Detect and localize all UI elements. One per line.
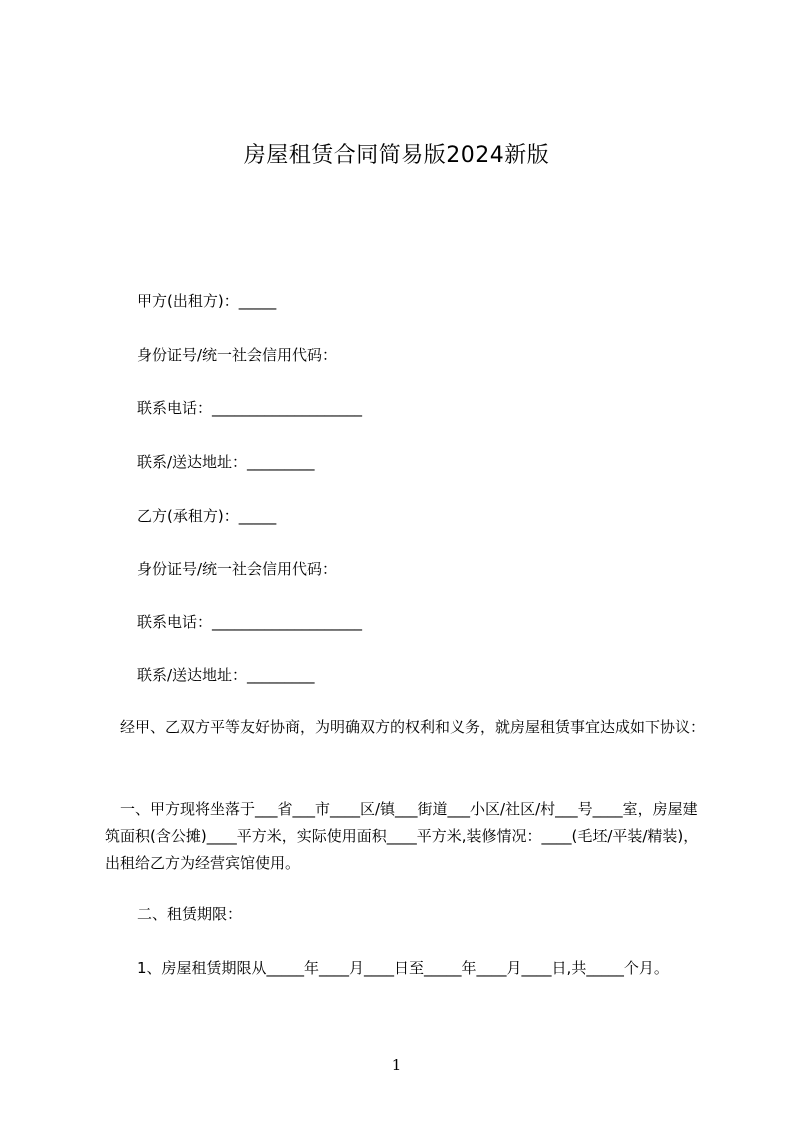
party-a-address-line: 联系/送达地址：_________	[137, 453, 315, 471]
party-a-id-line: 身份证号/统一社会信用代码：	[137, 346, 338, 364]
intro-paragraph: 经甲、乙双方平等友好协商，为明确双方的权利和义务，就房屋租赁事宜达成如下协议：	[105, 718, 706, 736]
party-a-phone-line: 联系电话：____________________	[137, 399, 363, 417]
party-b-phone-line: 联系电话：____________________	[137, 613, 363, 631]
party-b-name-line: 乙方(承租方)：_____	[137, 507, 277, 525]
document-title: 房屋租赁合同简易版2024新版	[243, 143, 550, 168]
page-number: 1	[391, 1056, 402, 1074]
party-b-id-line: 身份证号/统一社会信用代码：	[137, 560, 338, 578]
clause-2-item-1: 1、房屋租赁期限从_____年____月____日至_____年____月____日,共_____个月。	[137, 959, 669, 977]
clause-2-heading: 二、租赁期限：	[137, 905, 243, 923]
clause-1-paragraph: 一、甲方现将坐落于___省___市____区/镇___街道___小区/社区/村___号____室，房屋建筑面积(含公摊)____平方米，实际使用面积____平方米,装修情况：____(毛坯/平装/精装)，出租给乙方为经营宾馆使用。	[105, 800, 699, 872]
party-b-address-line: 联系/送达地址：_________	[137, 666, 315, 684]
party-a-name-line: 甲方(出租方)：_____	[137, 292, 277, 310]
